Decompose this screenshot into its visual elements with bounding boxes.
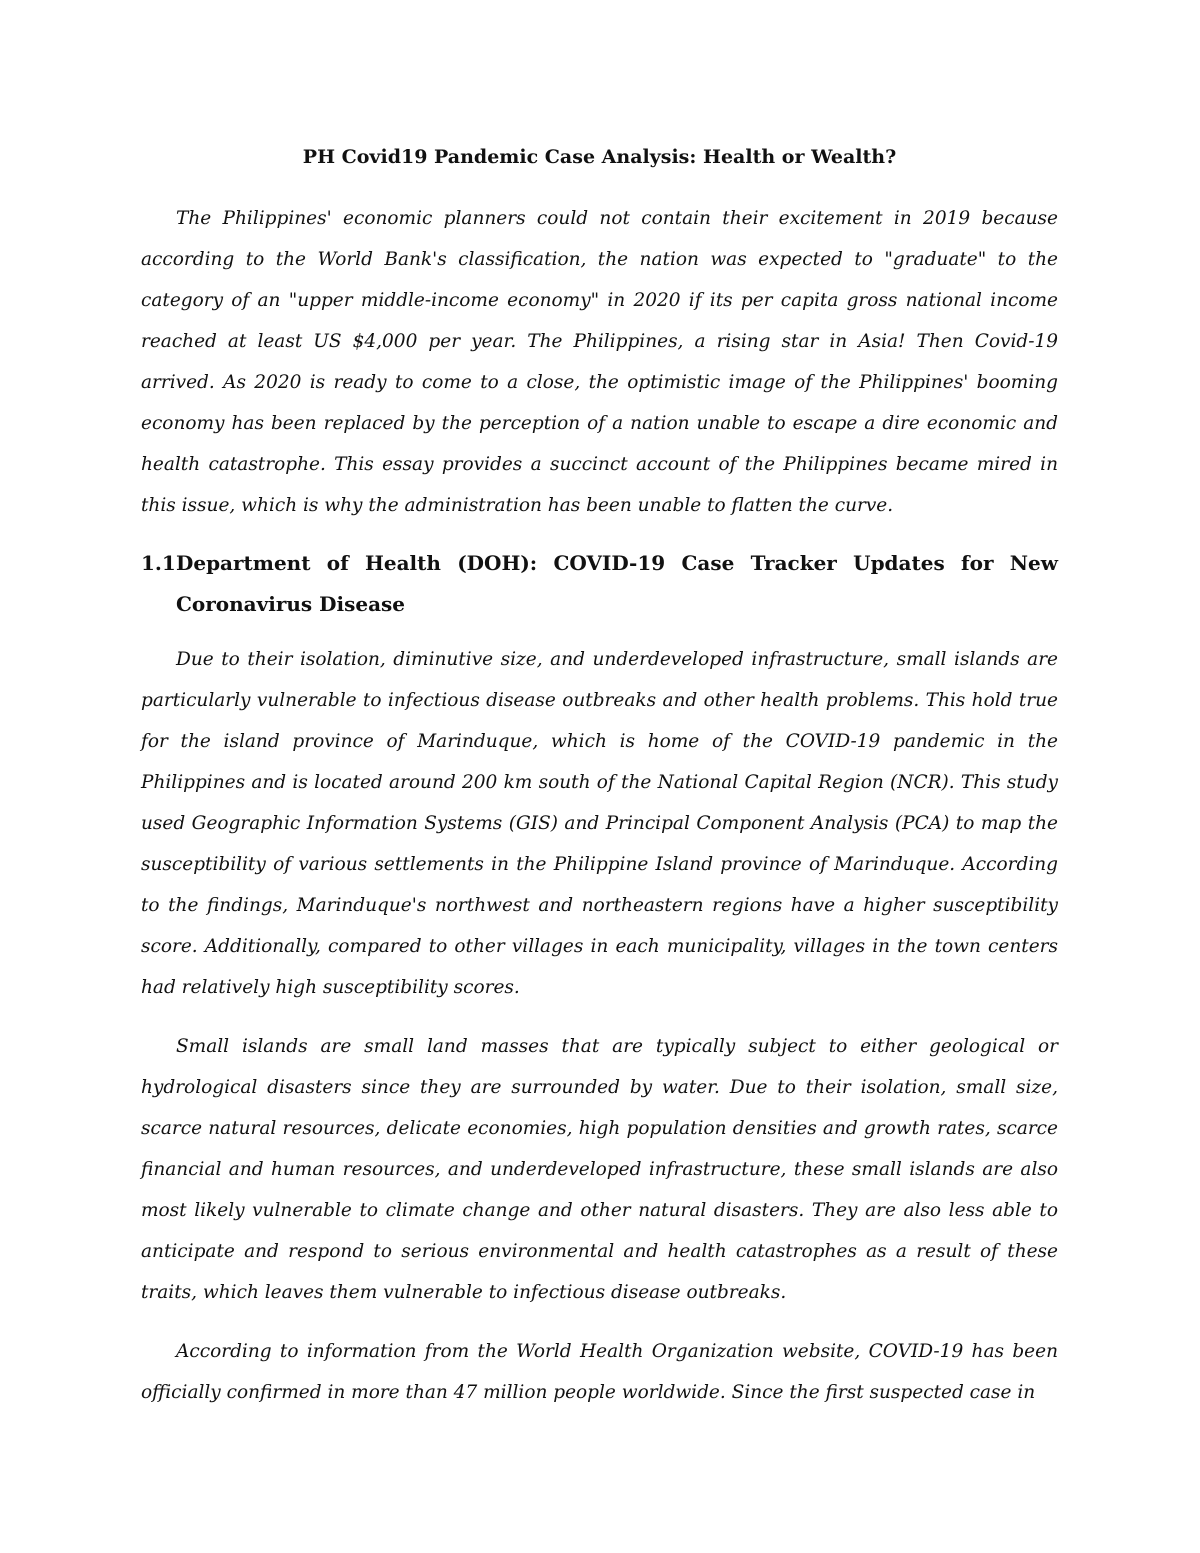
document-body <box>141 143 1058 1413</box>
document-title: PH Covid19 Pandemic Case Analysis: Health or Wealth? <box>302 146 897 168</box>
body-paragraph: According to information from the World Health Organization website, COVID-19 has been officially confirmed in more than 47 million people worldwide. Since the first suspected case in <box>141 1341 1058 1403</box>
section-heading <box>141 543 1058 625</box>
body-paragraph: Due to their isolation, diminutive size, and underdeveloped infrastructure, small islands are particularly vulnerable to infectious disease outbreaks and other health problems. This hold true for the island province of Marinduque, which is home of the COVID-19 pandemic in the Philippines and is located around 200 km south of the National Capital Region (NCR). This study used Geographic Information Systems (GIS) and Principal Component Analysis (PCA) to map the susceptibility of various settlements in the Philippine Island province of Marinduque. According to the findings, Marinduque's northwest and northeastern regions have a higher susceptibility score. Additionally, compared to other villages in each municipality, villages in the town centers had relatively high susceptibility scores. <box>141 649 1058 998</box>
section-number: 1.1 <box>141 551 176 575</box>
intro-paragraph: The Philippines' economic planners could not contain their excitement in 2019 because according to the World Bank's classification, the nation was expected to "graduate" to the category of an "upper middle-income economy" in 2020 if its per capita gross national income reached at least US $4,000 per year. The Philippines, a rising star in Asia! Then Covid-19 arrived. As 2020 is ready to come to a close, the optimistic image of the Philippines' booming economy has been replaced by the perception of a nation unable to escape a dire economic and health catastrophe. This essay provides a succinct account of the Philippines became mired in this issue, which is why the administration has been unable to flatten the curve. <box>141 208 1058 516</box>
body-paragraph: Small islands are small land masses that are typically subject to either geological or hydrological disasters since they are surrounded by water. Due to their isolation, small size, scarce natural resources, delicate economies, high population densities and growth rates, scarce financial and human resources, and underdeveloped infrastructure, these small islands are also most likely vulnerable to climate change and other natural disasters. They are also less able to anticipate and respond to serious environmental and health catastrophes as a result of these traits, which leaves them vulnerable to infectious disease outbreaks. <box>141 1036 1058 1303</box>
section-heading-text: Department of Health (DOH): COVID-19 Case Tracker Updates for New Coronavirus Disease <box>176 551 1058 616</box>
